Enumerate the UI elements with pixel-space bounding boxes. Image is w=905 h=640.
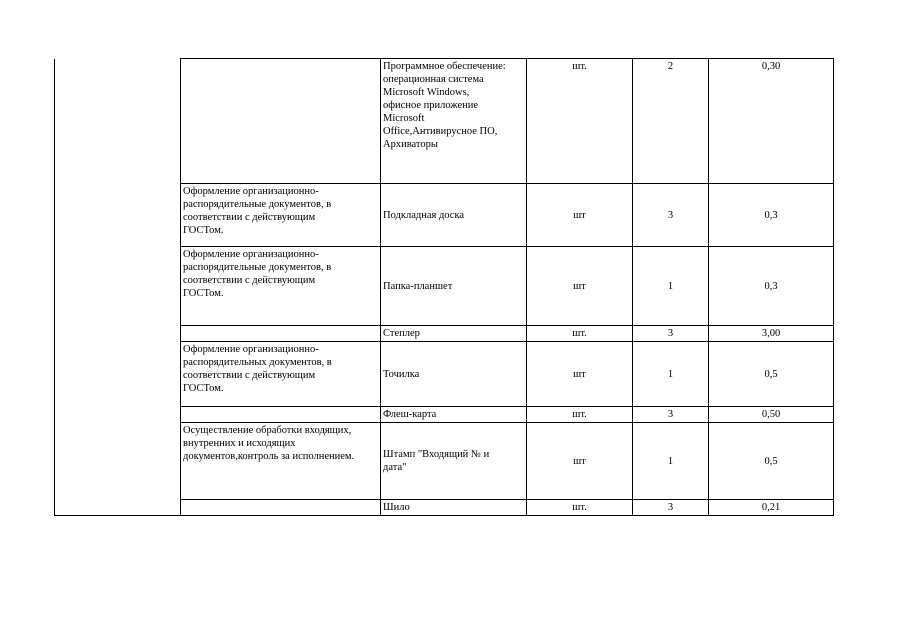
- item-name-cell: Папка-планшет: [381, 247, 527, 326]
- value-cell: 0,30: [709, 59, 834, 184]
- activity-cell: [181, 500, 381, 516]
- activity-cell: Оформление организационно- распорядительные документов, в соответствии с действующим ГОСТом.: [181, 247, 381, 326]
- value-cell: 0,3: [709, 184, 834, 247]
- value-cell: 0,21: [709, 500, 834, 516]
- item-name-cell: Штамп "Входящий № и дата": [381, 423, 527, 500]
- value-cell: 0,3: [709, 247, 834, 326]
- quantity-cell: 3: [633, 326, 709, 342]
- unit-cell: шт: [527, 247, 633, 326]
- value-cell: 0,5: [709, 342, 834, 407]
- activity-cell: [181, 59, 381, 184]
- item-name-cell: Подкладная доска: [381, 184, 527, 247]
- unit-cell: шт.: [527, 500, 633, 516]
- quantity-cell: 1: [633, 342, 709, 407]
- activity-cell: Оформление организационно- распорядительные документов, в соответствии с действующим ГОСТом.: [181, 184, 381, 247]
- table-row: [55, 59, 834, 184]
- unit-cell: шт: [527, 342, 633, 407]
- quantity-cell: 3: [633, 184, 709, 247]
- activity-cell: [181, 407, 381, 423]
- item-name-cell: Точилка: [381, 342, 527, 407]
- activity-cell: Оформление организационно- распорядительных документов, в соответствии с действующим ГОСТом.: [181, 342, 381, 407]
- quantity-cell: 3: [633, 500, 709, 516]
- left-margin-cell: [55, 59, 181, 516]
- activity-cell: Осуществление обработки входящих, внутренних и исходящих документов,контроль за исполнением.: [181, 423, 381, 500]
- quantity-cell: 2: [633, 59, 709, 184]
- item-name-cell: Программное обеспечение: операционная система Microsoft Windows, офисное приложение Microsoft Office,Антивирусное ПО, Архиваторы: [381, 59, 527, 184]
- equipment-table: [54, 58, 834, 516]
- unit-cell: шт: [527, 423, 633, 500]
- value-cell: 3,00: [709, 326, 834, 342]
- item-name-cell: Флеш-карта: [381, 407, 527, 423]
- unit-cell: шт.: [527, 326, 633, 342]
- item-name-cell: Шило: [381, 500, 527, 516]
- unit-cell: шт.: [527, 59, 633, 184]
- item-name-cell: Степлер: [381, 326, 527, 342]
- quantity-cell: 1: [633, 423, 709, 500]
- value-cell: 0,5: [709, 423, 834, 500]
- activity-cell: [181, 326, 381, 342]
- value-cell: 0,50: [709, 407, 834, 423]
- quantity-cell: 1: [633, 247, 709, 326]
- unit-cell: шт.: [527, 407, 633, 423]
- unit-cell: шт: [527, 184, 633, 247]
- quantity-cell: 3: [633, 407, 709, 423]
